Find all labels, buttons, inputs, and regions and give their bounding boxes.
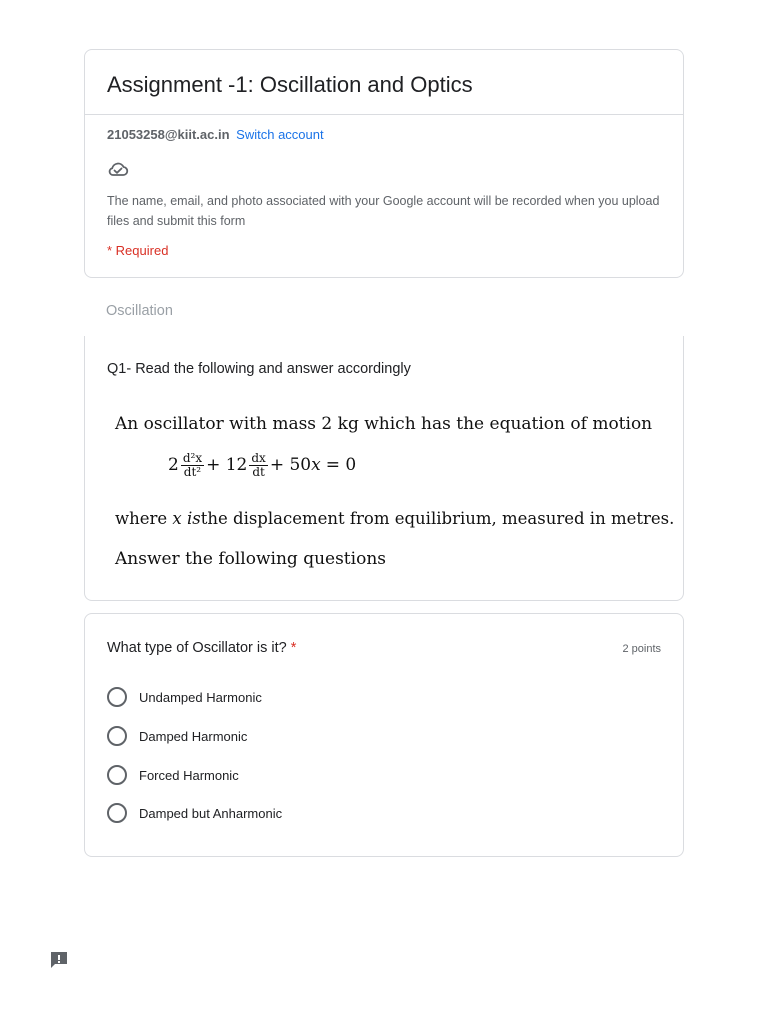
text-fragment: the displacement from equilibrium, measured in metres. bbox=[200, 509, 675, 528]
switch-account-link[interactable]: Switch account bbox=[236, 127, 324, 142]
question-text: What type of Oscillator is it? bbox=[107, 640, 287, 656]
option-label: Forced Harmonic bbox=[139, 767, 239, 783]
option-label: Undamped Harmonic bbox=[139, 689, 262, 705]
eq-term: = 0 bbox=[325, 455, 357, 476]
first-derivative bbox=[249, 452, 267, 479]
required-star: * bbox=[290, 640, 297, 656]
radio-option[interactable] bbox=[107, 801, 282, 825]
required-note: * Required bbox=[107, 243, 169, 258]
eq-term: + 50 bbox=[269, 455, 312, 476]
radio-button[interactable] bbox=[107, 687, 127, 707]
radio-option[interactable] bbox=[107, 685, 262, 709]
eq-term: + 12 bbox=[206, 455, 248, 476]
info-question-title: Q1- Read the following and answer accordingly bbox=[107, 361, 411, 377]
radio-button[interactable] bbox=[107, 726, 127, 746]
cloud-saved-icon bbox=[107, 160, 129, 178]
privacy-notice: The name, email, and photo associated with your Google account will be recorded when you upload files and submit this form bbox=[107, 194, 660, 228]
eq-variable: x bbox=[311, 455, 321, 476]
radio-option[interactable] bbox=[107, 763, 239, 787]
form-title: Assignment -1: Oscillation and Optics bbox=[107, 72, 473, 97]
image-text-line: An oscillator with mass 2 kg which has the equation of motion bbox=[115, 414, 653, 434]
radio-option[interactable] bbox=[107, 724, 247, 748]
image-text-line bbox=[115, 509, 674, 529]
report-feedback-icon[interactable] bbox=[49, 950, 69, 970]
form-header-card bbox=[84, 49, 684, 278]
text-fragment: where bbox=[115, 509, 168, 528]
second-derivative bbox=[181, 452, 204, 479]
image-text-line: Answer the following questions bbox=[115, 549, 386, 569]
fraction-numerator: d²x bbox=[182, 451, 203, 465]
radio-button[interactable] bbox=[107, 803, 127, 823]
equation-of-motion bbox=[168, 452, 356, 479]
option-label: Damped Harmonic bbox=[139, 728, 248, 744]
question-title bbox=[107, 640, 296, 656]
option-label: Damped but Anharmonic bbox=[139, 805, 283, 821]
info-question-card bbox=[84, 336, 684, 601]
section-title: Oscillation bbox=[106, 303, 173, 319]
account-email: 21053258@kiit.ac.in bbox=[107, 127, 230, 142]
text-fragment: is bbox=[186, 509, 201, 528]
header-divider bbox=[85, 114, 683, 115]
fraction-denominator: dt² bbox=[183, 465, 202, 480]
points-label: 2 points bbox=[622, 643, 661, 655]
fraction-denominator: dt bbox=[252, 465, 265, 480]
multiple-choice-card bbox=[84, 613, 684, 857]
radio-button[interactable] bbox=[107, 765, 127, 785]
account-row bbox=[107, 127, 324, 142]
eq-coefficient: 2 bbox=[168, 455, 179, 476]
fraction-numerator: dx bbox=[251, 451, 266, 465]
text-variable: x bbox=[172, 509, 182, 528]
